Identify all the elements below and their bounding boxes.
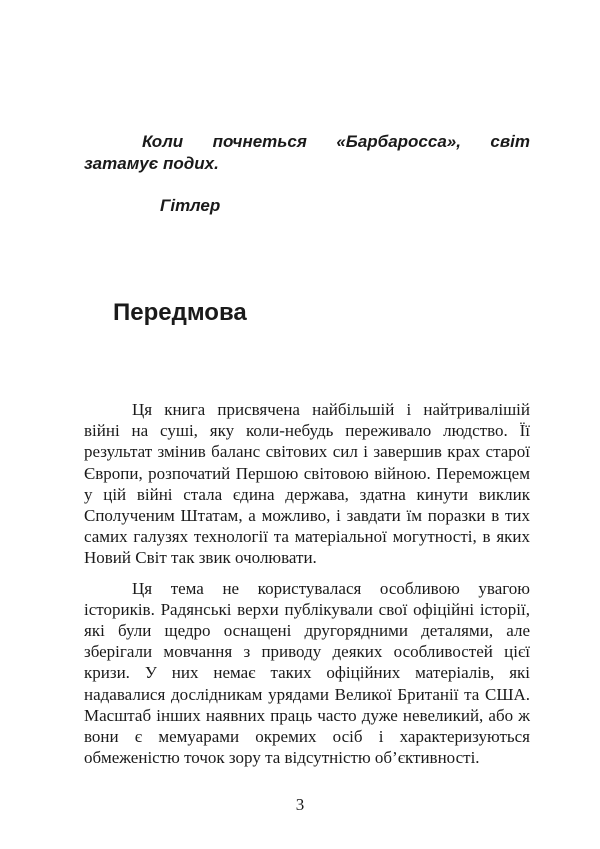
epigraph-quote: Коли почнеться «Барбаросса», світ затамує подих. <box>84 132 530 173</box>
epigraph-author: Гітлер <box>160 196 221 215</box>
page-number: 3 <box>295 795 305 814</box>
paragraph: Ця книга присвячена найбільшій і найтривалішій війні на суші, яку коли-небудь переживало людство. Її результат змінив баланс світових сил і завершив крах старої Європи, розпочатий Першою світовою війною. Переможцем у цій війні стала єдина держава, здатна кинути виклик Сполученим Штатам, а можливо, і завдати їм поразки в тих самих галузях технології та матеріальної могутності, в яких Новий Світ так звик очолювати. <box>84 400 530 568</box>
epigraph <box>84 131 530 217</box>
preface-body <box>84 399 530 777</box>
page-title: Передмова <box>113 299 247 326</box>
paragraph: Ця тема не користувалася особливою увагою істориків. Радянські верхи публікували свої офіційні історії, які були щедро оснащені другорядними деталями, але зберігали мовчання з приводу деяких особливостей цієї кризи. У них немає таких офіційних матеріалів, які надавалися дослідникам урядами Великої Британії та США. Масштаб інших наявних праць часто дуже невеликий, або ж вони є мемуарами окремих осіб і характеризуються обмеженістю точок зору та відсутністю об’єктивності. <box>84 578 530 768</box>
